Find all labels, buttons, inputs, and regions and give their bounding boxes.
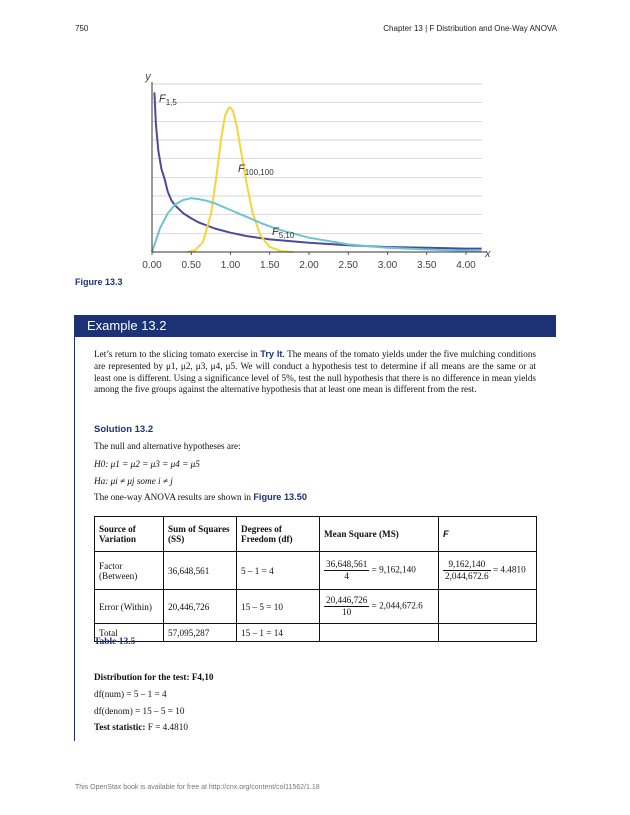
ms-denominator: 10 [342, 607, 352, 617]
series-label-2: $F_{5,10}$ [272, 226, 295, 240]
test-stat-label: Test statistic: [94, 722, 146, 732]
cell-df: 15 – 1 = 14 [237, 624, 320, 642]
ms-denominator: 4 [344, 571, 349, 581]
alt-hypothesis: Ha: μi ≠ μj some i ≠ j [94, 476, 173, 486]
cell-ms [320, 590, 439, 624]
cell-ss: 57,095,287 [164, 624, 237, 642]
anova-table [94, 516, 537, 642]
cell-f [439, 624, 537, 642]
cell-f [439, 552, 537, 590]
table-row [95, 624, 537, 642]
header-f: F [439, 517, 537, 552]
ms-numerator: 36,648,561 [326, 559, 368, 569]
df-numerator: df(num) = 5 – 1 = 4 [94, 689, 167, 699]
cell-ss: 36,648,561 [164, 552, 237, 590]
f-numerator: 9,162,140 [443, 559, 491, 571]
x-tick-label: 1.00 [220, 260, 241, 271]
example-paragraph [94, 349, 536, 396]
cell-source: Error (Within) [95, 590, 164, 624]
example-body [94, 349, 536, 396]
cell-f [439, 590, 537, 624]
cell-ss: 20,446,726 [164, 590, 237, 624]
body-post: . The means of the tomato yields under the five mulching conditions are represented by μ1, μ2, μ3, μ4, μ5. We will conduct a hypothesis test to determine if all means are the same or at least one is different. Using a significance level of 5%, test the null hypothesis that there is no difference in mean yields among the five groups against the alternative hypothesis that at least one mean is different from the rest. [94, 349, 536, 395]
f-denominator: 2,044,672.6 [445, 571, 489, 581]
anova-results-line [94, 492, 307, 502]
cell-ms [320, 624, 439, 642]
try-it-link[interactable]: Try It [260, 349, 283, 359]
example-title: Example 13.2 [87, 318, 167, 333]
header-ms: Mean Square (MS) [320, 517, 439, 552]
table-header-row [95, 517, 537, 552]
chart-axes [152, 82, 487, 252]
chapter-title: Chapter 13 | F Distribution and One-Way ANOVA [383, 24, 557, 33]
solution-heading: Solution 13.2 [94, 424, 154, 435]
cell-source: Total [95, 624, 164, 642]
results-pre: The one-way ANOVA results are shown in [94, 492, 254, 502]
table-row [95, 590, 537, 624]
x-tick-label: 0.50 [181, 260, 201, 271]
cell-ms [320, 552, 439, 590]
x-tick-label: 4.00 [456, 260, 476, 271]
ms-result: = 9,162,140 [371, 564, 416, 575]
example-title-bar [74, 315, 556, 337]
x-tick-label: 3.00 [377, 260, 398, 271]
distribution-heading: Distribution for the test: F4,10 [94, 672, 214, 682]
example-left-rule [74, 337, 75, 741]
ms-fraction [324, 595, 369, 618]
chart-grid [152, 84, 482, 233]
x-tick-label: 0.00 [142, 260, 162, 271]
null-hypothesis: H0: μ1 = μ2 = μ3 = μ4 = μ5 [94, 459, 200, 469]
series-label-0: $F_{1,5}$ [159, 93, 177, 107]
y-axis-label: y [145, 71, 151, 83]
ms-numerator: 20,446,726 [326, 595, 368, 605]
f-fraction [443, 559, 491, 582]
x-axis-label: x [485, 248, 491, 260]
hypotheses-intro: The null and alternative hypotheses are: [94, 441, 241, 451]
series-label-1: $F_{100,100}$ [238, 163, 274, 177]
header-df: Degrees of Freedom (df) [237, 517, 320, 552]
df-denominator: df(denom) = 15 – 5 = 10 [94, 706, 185, 716]
ms-result: = 2,044,672.6 [371, 600, 423, 611]
header-ss: Sum of Squares (SS) [164, 517, 237, 552]
x-tick-label: 3.50 [417, 260, 437, 271]
x-tick-label: 2.00 [299, 260, 319, 271]
figure-ref-link[interactable]: Figure 13.50 [253, 492, 307, 502]
page-footer: This OpenStax book is available for free at http://cnx.org/content/col11562/1.18 [75, 784, 320, 791]
page-number: 750 [75, 24, 89, 33]
f-result: = 4.4810 [492, 564, 526, 575]
cell-df: 5 – 1 = 4 [237, 552, 320, 590]
test-statistic [94, 722, 188, 732]
header-source: Source of Variation [95, 517, 164, 552]
cell-df: 15 – 5 = 10 [237, 590, 320, 624]
x-tick-label: 2.50 [338, 260, 358, 271]
test-stat-value: F = 4.4810 [147, 722, 188, 732]
x-tick-label: 1.50 [260, 260, 280, 271]
body-pre: Let’s return to the slicing tomato exercise in [94, 349, 261, 359]
cell-source: Factor (Between) [95, 552, 164, 590]
f-distribution-chart [130, 70, 500, 278]
figure-caption: Figure 13.3 [75, 277, 123, 287]
ms-fraction [324, 559, 369, 582]
table-row [95, 552, 537, 590]
table-caption: Table 13.5 [94, 637, 136, 647]
series-line-0 [154, 92, 481, 248]
